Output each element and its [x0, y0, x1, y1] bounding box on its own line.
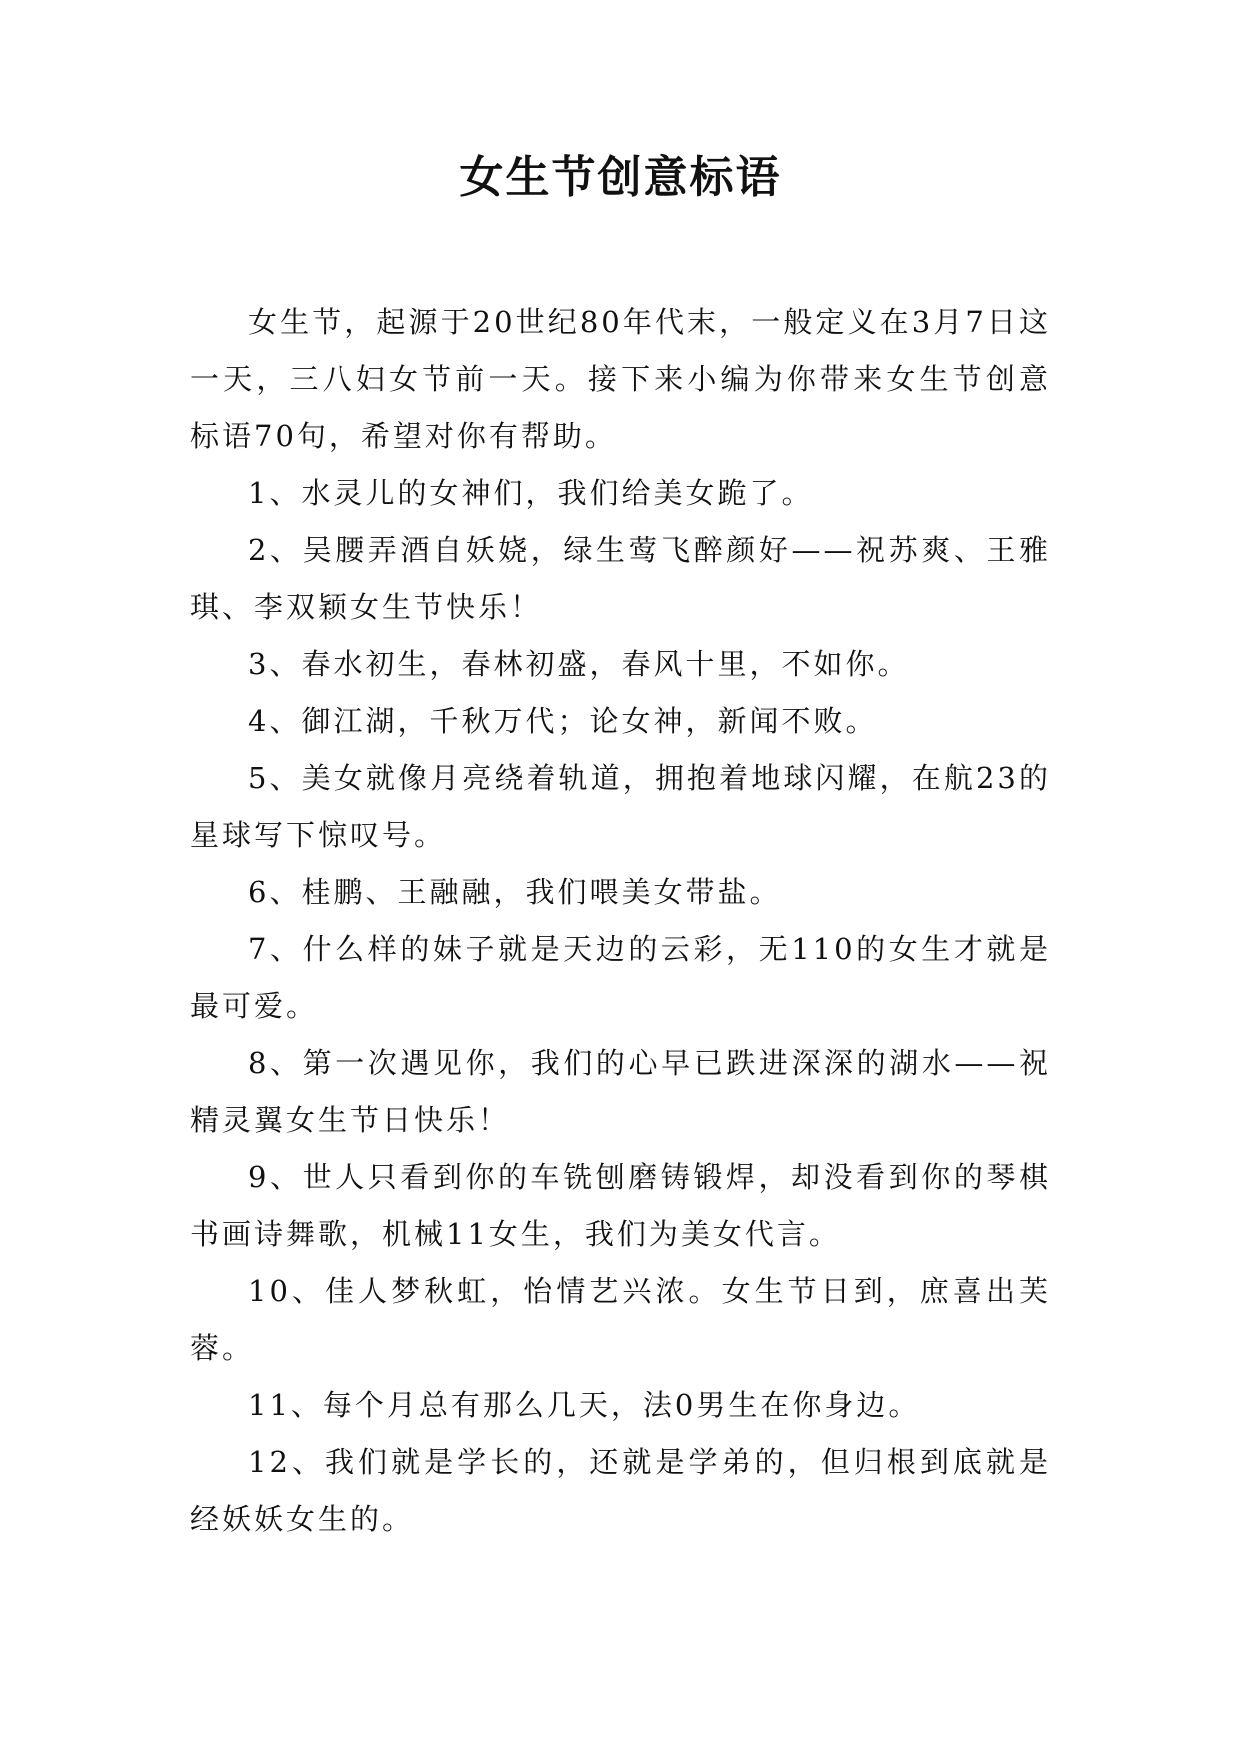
slogan-item: 8、第一次遇见你，我们的心早已跌进深深的湖水——祝精灵翼女生节日快乐！	[190, 1046, 1051, 1137]
slogan-item: 12、我们就是学长的，还就是学弟的，但归根到底就是经妖妖女生的。	[190, 1445, 1051, 1536]
slogan-item: 1、水灵儿的女神们，我们给美女跪了。	[248, 476, 814, 510]
slogan-item: 11、每个月总有那么几天，法0男生在你身边。	[248, 1388, 921, 1422]
document-title: 女生节创意标语	[459, 152, 782, 203]
slogan-item: 6、桂鹏、王融融，我们喂美女带盐。	[248, 875, 782, 909]
slogan-item: 5、美女就像月亮绕着轨道，拥抱着地球闪耀，在航23的星球写下惊叹号。	[190, 761, 1051, 852]
slogan-item: 3、春水初生，春林初盛，春风十里，不如你。	[248, 647, 910, 681]
slogan-item: 2、吴腰弄酒自妖娆，绿生莺飞醉颜好——祝苏爽、王雅琪、李双颖女生节快乐！	[190, 533, 1051, 624]
intro-paragraph: 女生节，起源于20世纪80年代末，一般定义在3月7日这一天，三八妇女节前一天。接下来小编为你带来女生节创意标语70句，希望对你有帮助。	[190, 305, 1051, 453]
slogan-item: 10、佳人梦秋虹，怡情艺兴浓。女生节日到，庶喜出芙蓉。	[190, 1274, 1051, 1365]
slogan-item: 4、御江湖，千秋万代；论女神，新闻不败。	[248, 704, 878, 738]
slogan-item: 9、世人只看到你的车铣刨磨铸锻焊，却没看到你的琴棋书画诗舞歌，机械11女生，我们为美女代言。	[190, 1160, 1051, 1251]
document-body	[190, 294, 1051, 1548]
slogan-item: 7、什么样的妹子就是天边的云彩，无110的女生才就是最可爱。	[190, 932, 1051, 1023]
